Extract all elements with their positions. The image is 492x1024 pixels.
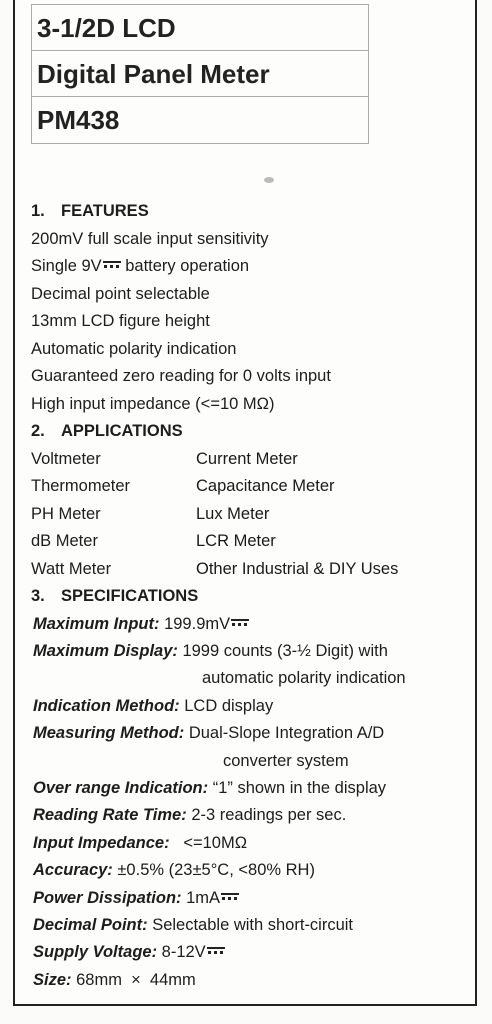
spec-overrange: Over range Indication: “1” shown in the display — [33, 779, 387, 797]
feature-item: High input impedance (<=10 MΩ) — [31, 395, 275, 413]
title-line-3: PM438 — [37, 105, 120, 135]
spec-reading-rate: Reading Rate Time: 2-3 readings per sec. — [33, 806, 347, 824]
spec-power: Power Dissipation: 1mA — [33, 889, 239, 908]
spec-measuring: Measuring Method: Dual-Slope Integration A/D — [33, 724, 385, 742]
feature-item: Guaranteed zero reading for 0 volts input — [31, 367, 331, 385]
title-line-1: 3-1/2D LCD — [32, 5, 368, 51]
dc-battery-symbol-icon — [103, 261, 121, 269]
title-line-2: Digital Panel Meter — [32, 51, 368, 97]
spec-input-impedance: Input Impedance: <=10MΩ — [33, 834, 248, 852]
spec-supply-voltage: Supply Voltage: 8-12V — [33, 943, 225, 962]
features-heading: 1. FEATURES — [31, 202, 149, 220]
dc-battery-symbol-icon — [207, 947, 225, 955]
application-right: Capacitance Meter — [196, 477, 335, 495]
dc-battery-symbol-icon — [231, 619, 249, 627]
feature-item: Decimal point selectable — [31, 285, 210, 303]
spec-measuring-cont: converter system — [223, 752, 349, 770]
feature-item: 13mm LCD figure height — [31, 312, 210, 330]
scan-speck — [264, 177, 274, 183]
application-right: Lux Meter — [196, 505, 270, 523]
application-left: Voltmeter — [31, 450, 101, 468]
application-right: Current Meter — [196, 450, 298, 468]
application-right: Other Industrial & DIY Uses — [196, 560, 399, 578]
spec-accuracy: Accuracy: ±0.5% (23±5°C, <80% RH) — [33, 861, 315, 879]
application-left: PH Meter — [31, 505, 101, 523]
spec-max-input: Maximum Input: 199.9mV — [33, 615, 249, 634]
application-right: LCR Meter — [196, 532, 276, 550]
application-left: Thermometer — [31, 477, 131, 495]
datasheet-frame — [13, 0, 477, 1006]
application-left: Watt Meter — [31, 560, 112, 578]
spec-decimal-point: Decimal Point: Selectable with short-circuit — [33, 916, 354, 934]
spec-max-display-cont: automatic polarity indication — [202, 669, 406, 687]
spec-indication: Indication Method: LCD display — [33, 697, 274, 715]
title-box — [31, 4, 369, 144]
specifications-heading: 3. SPECIFICATIONS — [31, 587, 199, 605]
feature-item: 200mV full scale input sensitivity — [31, 230, 269, 248]
feature-item: Automatic polarity indication — [31, 340, 237, 358]
dc-battery-symbol-icon — [221, 893, 239, 901]
feature-item: Single 9V battery operation — [31, 257, 250, 275]
spec-size: Size: 68mm × 44mm — [33, 971, 196, 989]
spec-max-display: Maximum Display: 1999 counts (3-½ Digit) with — [33, 642, 388, 660]
applications-heading: 2. APPLICATIONS — [31, 422, 183, 440]
application-left: dB Meter — [31, 532, 98, 550]
